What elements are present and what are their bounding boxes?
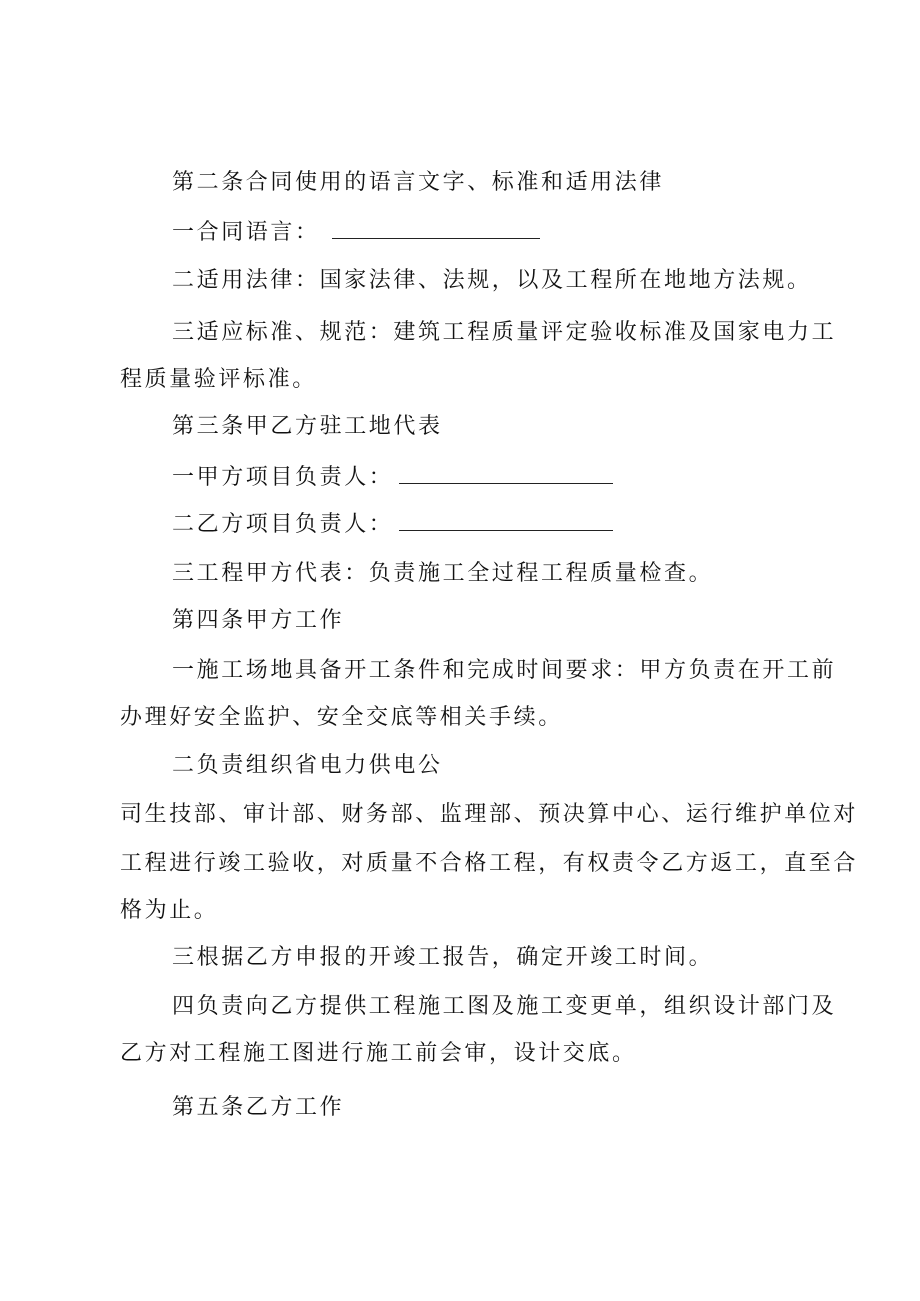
party-a-lead-blank: [399, 465, 613, 484]
party-a-lead-line: [172, 463, 613, 493]
party-b-lead-line: [172, 510, 613, 540]
party-a-lead-label: 一甲方项目负责人：: [172, 465, 394, 490]
start-completion-line: 三根据乙方申报的开竣工报告，确定开竣工时间。: [172, 945, 714, 970]
party-a-rep-line: 三工程甲方代表：负责施工全过程工程质量检查。: [172, 561, 714, 586]
contract-language-line: [172, 218, 540, 248]
party-b-lead-label: 二乙方项目负责人：: [172, 512, 394, 537]
article-2-heading: 第二条合同使用的语言文字、标准和适用法律: [172, 170, 665, 195]
acceptance-line-cont-3: 格为止。: [120, 898, 219, 923]
standards-line: 三适应标准、规范：建筑工程质量评定验收标准及国家电力工: [172, 320, 837, 345]
party-b-lead-blank: [399, 512, 613, 531]
acceptance-line-cont-2: 工程进行竣工验收，对质量不合格工程，有权责令乙方返工，直至合: [120, 851, 859, 876]
article-3-heading: 第三条甲乙方驻工地代表: [172, 414, 443, 439]
contract-language-blank: [332, 220, 540, 239]
drawings-line: 四负责向乙方提供工程施工图及施工变更单，组织设计部门及: [172, 994, 837, 1019]
acceptance-line: 二负责组织省电力供电公: [172, 753, 443, 778]
article-5-heading: 第五条乙方工作: [172, 1095, 345, 1120]
article-4-heading: 第四条甲方工作: [172, 608, 345, 633]
acceptance-line-cont-1: 司生技部、审计部、财务部、监理部、预决算中心、运行维护单位对: [120, 802, 859, 827]
site-conditions-line-cont: 办理好安全监护、安全交底等相关手续。: [120, 705, 563, 730]
applicable-law-line: 二适用法律：国家法律、法规，以及工程所在地地方法规。: [172, 268, 812, 293]
site-conditions-line: 一施工场地具备开工条件和完成时间要求：甲方负责在开工前: [172, 658, 837, 683]
standards-line-cont: 程质量验评标准。: [120, 367, 317, 392]
contract-language-label: 一合同语言：: [172, 220, 320, 245]
drawings-line-cont: 乙方对工程施工图进行施工前会审，设计交底。: [120, 1041, 637, 1066]
